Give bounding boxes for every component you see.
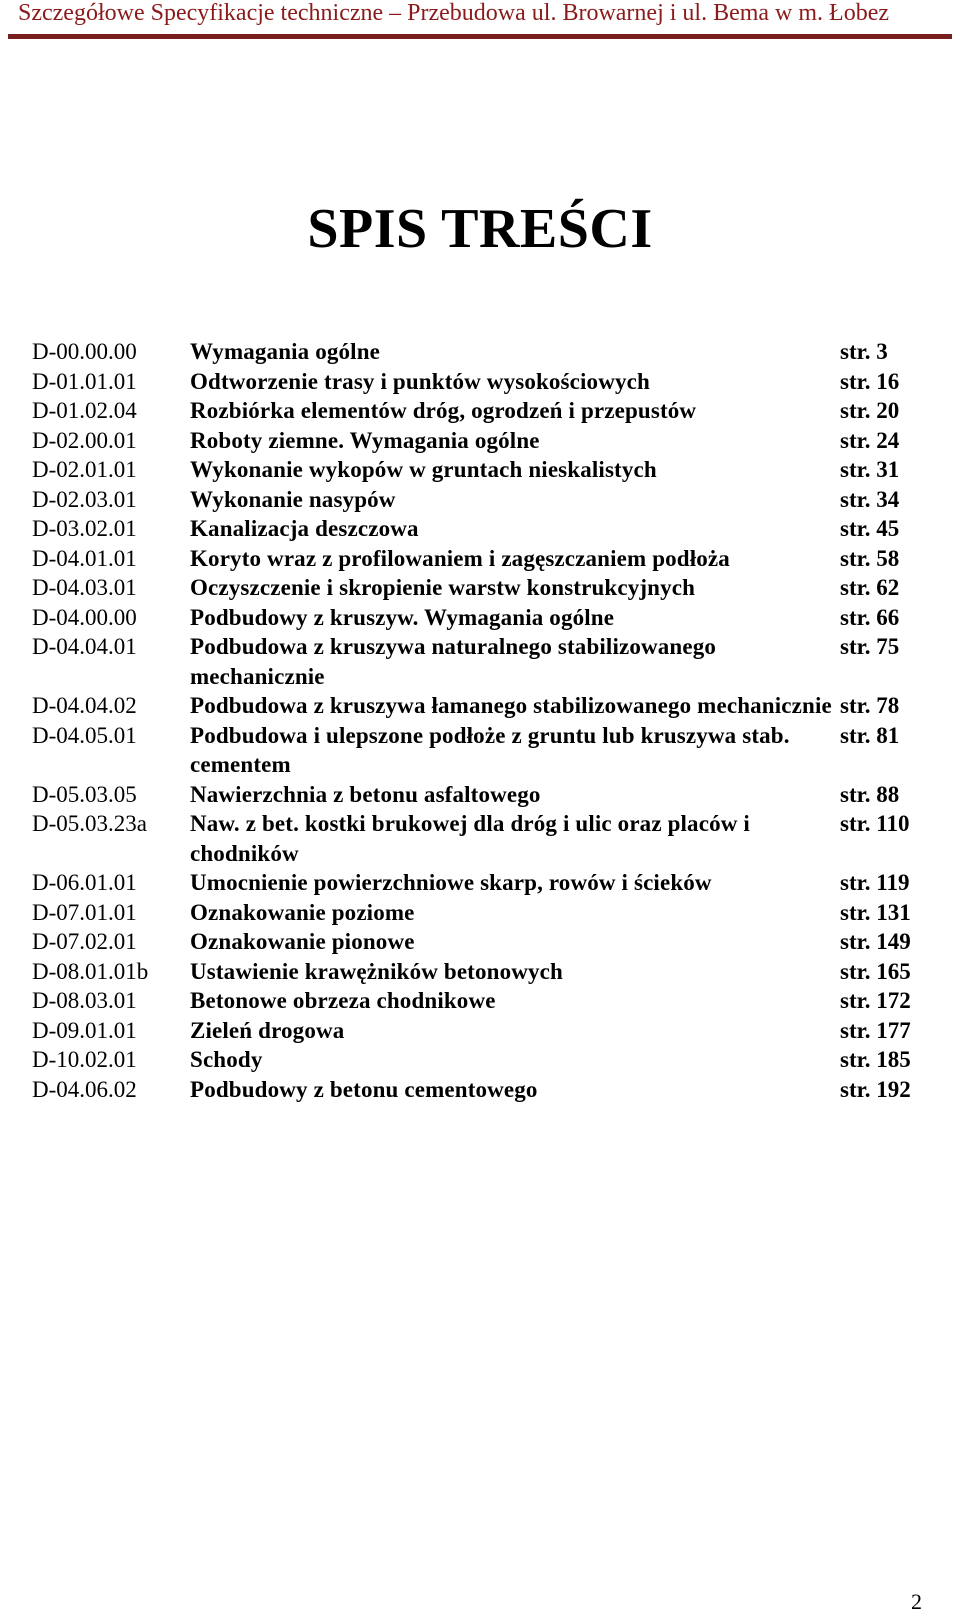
toc-entry-page: str. 149	[840, 929, 911, 954]
table-of-contents	[32, 337, 952, 1104]
toc-entry	[32, 986, 952, 1016]
toc-entry	[32, 396, 952, 426]
toc-entry-code: D-08.03.01	[32, 988, 137, 1013]
toc-entry	[32, 780, 952, 810]
toc-entry-title: Wykonanie nasypów	[190, 486, 396, 512]
toc-entry	[32, 514, 952, 544]
toc-entry	[32, 957, 952, 987]
toc-entry	[32, 868, 952, 898]
toc-entry-code: D-08.01.01b	[32, 958, 149, 984]
toc-entry	[32, 1075, 952, 1105]
toc-entry	[32, 721, 952, 780]
toc-entry-code: D-04.05.01	[32, 722, 137, 748]
toc-entry-page: str. 165	[840, 958, 911, 984]
toc-entry-code: D-07.01.01	[32, 899, 137, 925]
toc-entry-title: Naw. z bet. kostki brukowej dla dróg i ulic oraz placów i chodników	[190, 811, 750, 866]
toc-entry-page: str. 31	[840, 457, 900, 482]
toc-entry	[32, 485, 952, 515]
toc-entry	[32, 573, 952, 603]
toc-entry-title: Podbudowa i ulepszone podłoże z gruntu lub kruszywa stab. cementem	[190, 722, 790, 777]
toc-entry-code: D-04.06.02	[32, 1076, 137, 1102]
toc-entry	[32, 632, 952, 691]
toc-entry	[32, 603, 952, 633]
page-number: 2	[911, 1589, 922, 1614]
toc-entry-page: str. 24	[840, 427, 900, 453]
toc-entry-title: Umocnienie powierzchniowe skarp, rowów i ścieków	[190, 870, 712, 895]
toc-entry	[32, 691, 952, 721]
toc-entry-title: Oznakowanie poziome	[190, 899, 415, 925]
toc-entry-title: Podbudowa z kruszywa łamanego stabilizowanego mechanicznie	[190, 693, 832, 718]
toc-entry-code: D-04.03.01	[32, 575, 137, 600]
toc-entry	[32, 544, 952, 574]
toc-entry-title: Rozbiórka elementów dróg, ogrodzeń i przepustów	[190, 398, 697, 423]
toc-entry-code: D-02.00.01	[32, 427, 137, 453]
toc-entry-title: Oczyszczenie i skropienie warstw konstrukcyjnych	[190, 575, 696, 600]
toc-entry-title: Podbudowy z betonu cementowego	[190, 1076, 538, 1102]
toc-entry-page: str. 16	[840, 368, 900, 394]
toc-entry	[32, 809, 952, 868]
toc-entry-code: D-04.00.00	[32, 604, 137, 630]
toc-entry	[32, 367, 952, 397]
toc-entry-code: D-07.02.01	[32, 929, 137, 954]
toc-entry	[32, 337, 952, 367]
toc-entry	[32, 1016, 952, 1046]
toc-entry-page: str. 66	[840, 604, 900, 630]
toc-entry-code: D-01.01.01	[32, 368, 137, 394]
toc-entry-code: D-01.02.04	[32, 398, 137, 423]
toc-entry-code: D-09.01.01	[32, 1017, 137, 1043]
toc-entry-title: Kanalizacja deszczowa	[190, 516, 419, 541]
toc-entry-title: Wykonanie wykopów w gruntach nieskalistych	[190, 457, 657, 482]
toc-entry-title: Schody	[190, 1047, 263, 1072]
toc-entry-title: Zieleń drogowa	[190, 1017, 345, 1043]
toc-entry-page: str. 62	[840, 575, 900, 600]
toc-entry-page: str. 185	[840, 1047, 911, 1072]
page-header	[8, 0, 952, 39]
toc-entry	[32, 898, 952, 928]
toc-entry-page: str. 110	[840, 811, 910, 836]
toc-entry-code: D-03.02.01	[32, 516, 137, 541]
toc-entry-page: str. 78	[840, 693, 900, 718]
toc-entry-title: Roboty ziemne. Wymagania ogólne	[190, 427, 540, 453]
toc-entry-page: str. 81	[840, 722, 900, 748]
toc-entry-page: str. 58	[840, 545, 900, 571]
toc-entry-title: Betonowe obrzeza chodnikowe	[190, 988, 496, 1013]
toc-entry-title: Odtworzenie trasy i punktów wysokościowych	[190, 368, 650, 394]
header-title: Szczegółowe Specyfikacje techniczne – Przebudowa ul. Browarnej i ul. Bema w m. Łobez	[18, 0, 890, 26]
toc-entry	[32, 426, 952, 456]
toc-entry-page: str. 192	[840, 1076, 911, 1102]
toc-entry-page: str. 88	[840, 781, 900, 807]
toc-entry-title: Koryto wraz z profilowaniem i zagęszczaniem podłoża	[190, 545, 730, 571]
toc-entry-code: D-04.01.01	[32, 545, 137, 571]
toc-entry-page: str. 131	[840, 899, 911, 925]
toc-entry-title: Ustawienie krawężników betonowych	[190, 958, 563, 984]
toc-entry-page: str. 75	[840, 634, 900, 659]
toc-entry	[32, 1045, 952, 1075]
toc-entry-page: str. 119	[840, 870, 910, 895]
toc-entry-title: Wymagania ogólne	[190, 339, 381, 364]
toc-entry-code: D-05.03.23a	[32, 811, 147, 836]
toc-entry-code: D-02.03.01	[32, 486, 137, 512]
toc-entry-code: D-02.01.01	[32, 457, 137, 482]
toc-entry-title: Nawierzchnia z betonu asfaltowego	[190, 781, 541, 807]
toc-entry-title: Podbudowa z kruszywa naturalnego stabilizowanego mechanicznie	[190, 634, 717, 689]
toc-entry-page: str. 177	[840, 1017, 911, 1043]
toc-entry-page: str. 172	[840, 988, 911, 1013]
toc-entry-code: D-05.03.05	[32, 781, 137, 807]
toc-entry	[32, 455, 952, 485]
toc-entry-code: D-10.02.01	[32, 1047, 137, 1072]
toc-entry-page: str. 20	[840, 398, 900, 423]
toc-entry	[32, 927, 952, 957]
toc-entry-code: D-04.04.01	[32, 634, 137, 659]
toc-entry-code: D-00.00.00	[32, 339, 137, 364]
toc-entry-page: str. 45	[840, 516, 900, 541]
toc-entry-code: D-06.01.01	[32, 870, 137, 895]
page-title: SPIS TREŚCI	[307, 198, 653, 260]
toc-entry-page: str. 34	[840, 486, 900, 512]
toc-entry-page: str. 3	[840, 339, 888, 364]
toc-entry-title: Oznakowanie pionowe	[190, 929, 415, 954]
toc-entry-title: Podbudowy z kruszyw. Wymagania ogólne	[190, 604, 615, 630]
toc-entry-code: D-04.04.02	[32, 693, 137, 718]
